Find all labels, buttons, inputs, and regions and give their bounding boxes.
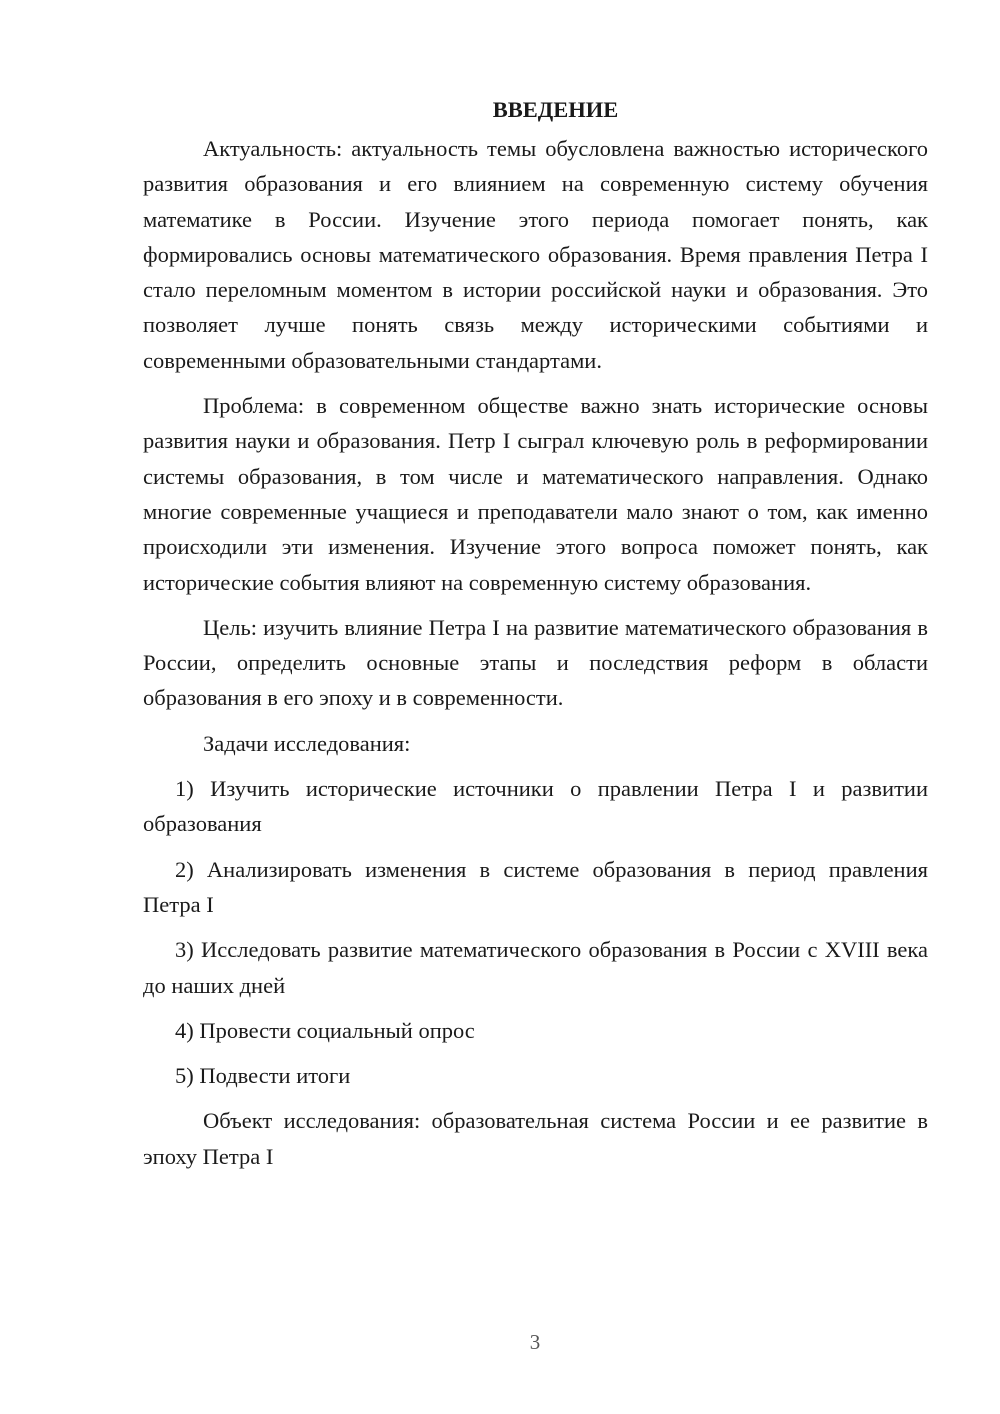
page-number: 3 — [529, 1330, 541, 1354]
list-item: 2) Анализировать изменения в системе образования в период правления Петра I — [143, 856, 928, 917]
document-page — [143, 92, 928, 1174]
paragraph-problem: Проблема: в современном обществе важно знать исторические основы развития науки и образования. Петр I сыграл ключевую роль в реформировании системы образования, в том числе и математического направления. Однако многие современные учащиеся и преподаватели мало знают о том, как именно происходили эти изменения. Изучение этого вопроса поможет понять, как исторические события влияют на современную систему образования. — [143, 393, 928, 595]
list-item: 4) Провести социальный опрос — [175, 1017, 475, 1043]
paragraph-relevance: Актуальность: актуальность темы обусловлена важностью исторического развития образования и его влиянием на современную систему обучения математике в России. Изучение этого периода помогает понять, как формировались основы математического образования. Время правления Петра I стало переломным моментом в истории российской науки и образования. Это позволяет лучше понять связь между историческими событиями и современными образовательными стандартами. — [143, 136, 928, 373]
page-title: ВВЕДЕНИЕ — [492, 97, 619, 122]
tasks-heading: Задачи исследования: — [203, 730, 411, 756]
list-item: 5) Подвести итоги — [175, 1063, 351, 1089]
list-item: 3) Исследовать развитие математического образования в России с XVIII века до наших дней — [143, 937, 928, 998]
list-item: 1) Изучить исторические источники о правлении Петра I и развитии образования — [143, 776, 928, 837]
paragraph-object: Объект исследования: образовательная система России и ее развитие в эпоху Петра I — [143, 1108, 928, 1169]
paragraph-goal: Цель: изучить влияние Петра I на развитие математического образования в России, определить основные этапы и последствия реформ в области образования в его эпоху и в современности. — [143, 614, 928, 711]
